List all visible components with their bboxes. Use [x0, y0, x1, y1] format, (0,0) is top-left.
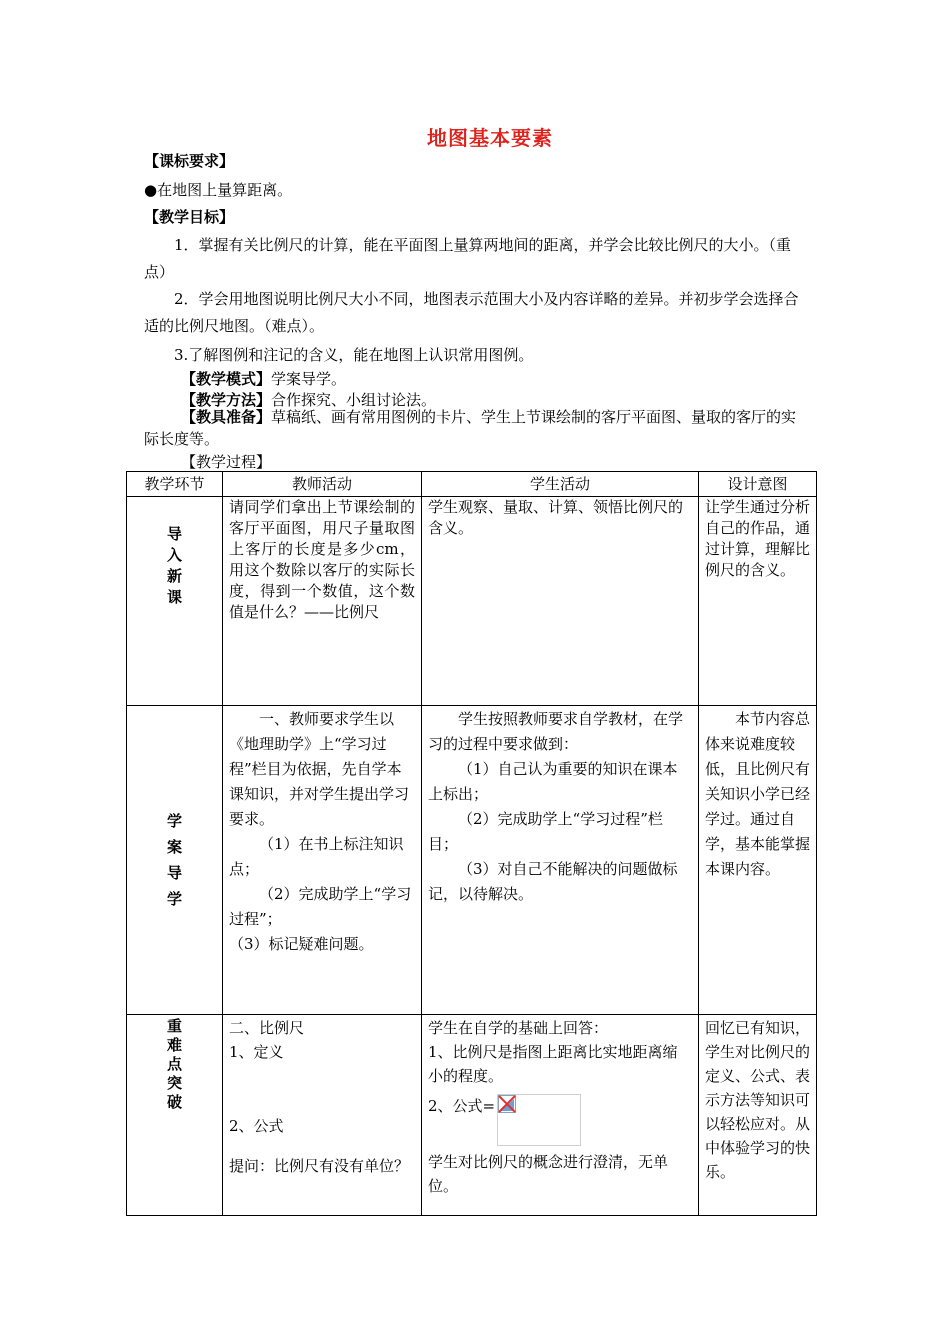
method-heading: 【教学方法】: [181, 391, 272, 409]
stage-char: 新: [166, 567, 182, 585]
stage-char: 课: [166, 588, 182, 606]
teaching-process-table: [126, 471, 817, 1216]
intent-breakthrough: 回忆已有知识，学生对比例尺的定义、公式、表示方法等知识可以轻松应对。从中体验学习的快乐。: [699, 1015, 817, 1216]
table-row: [127, 1015, 817, 1216]
student-para: 学生按照教师要求自学教材，在学习的过程中要求做到：: [428, 710, 684, 753]
stage-char: 难: [166, 1036, 182, 1054]
student-para: 1、比例尺是指图上距离比实地距离缩小的程度。: [428, 1043, 678, 1085]
student-activity-breakthrough: [422, 1015, 699, 1216]
teacher-para: （2）完成助学上“学习过程”；: [229, 885, 412, 928]
mode-heading: 【教学模式】: [181, 370, 272, 388]
stage-char: 导: [166, 864, 182, 882]
stage-char: 入: [166, 546, 182, 564]
header-stage: 教学环节: [127, 472, 223, 497]
standard-heading: 【课标要求】: [144, 152, 235, 170]
formula-image-placeholder: [497, 1094, 581, 1146]
table-row: [127, 706, 817, 1015]
teacher-para: （3）标记疑难问题。: [229, 935, 374, 953]
student-para: （1）自己认为重要的知识在课本上标出；: [428, 760, 678, 803]
goal-2: 2．学会用地图说明比例尺大小不同，地图表示范围大小及内容详略的差异。并初步学会选择合适的比例尺地图。（难点）。: [144, 290, 799, 335]
teacher-activity-intro: 请同学们拿出上节课绘制的客厅平面图，用尺子量取图上客厅的长度是多少cm，用这个数除以客厅的实际长度，得到一个数值，这个数值是什么？——比例尺: [223, 497, 422, 706]
teacher-para: 提问：比例尺有没有单位？: [229, 1157, 410, 1175]
student-para: 学生在自学的基础上回答：: [428, 1019, 609, 1037]
stage-self-study: [127, 706, 223, 1015]
broken-image-icon: [498, 1095, 516, 1113]
teacher-activity-breakthrough: [223, 1015, 422, 1216]
header-teacher: 教师活动: [223, 472, 422, 497]
goal-3: 3.了解图例和注记的含义，能在地图上认识常用图例。: [174, 346, 534, 364]
stage-char: 破: [166, 1093, 182, 1111]
student-para: 学生对比例尺的概念进行澄清，无单位。: [428, 1153, 669, 1195]
header-student: 学生活动: [422, 472, 699, 497]
standard-item: ●在地图上量算距离。: [144, 181, 293, 199]
tools-text: 草稿纸、画有常用图例的卡片、学生上节课绘制的客厅平面图、量取的客厅的实际长度等。: [144, 408, 797, 448]
page-title: 地图基本要素: [427, 126, 553, 150]
teacher-para: 一、教师要求学生以《地理助学》上“学习过程”栏目为依据，先自学本课知识，并对学生提出学习要求。: [229, 710, 410, 828]
stage-breakthrough: [127, 1015, 223, 1216]
student-activity-self-study: [422, 706, 699, 1015]
stage-char: 突: [166, 1074, 182, 1092]
mode-text: 学案导学。: [271, 370, 347, 388]
tools-line: [144, 406, 810, 450]
method-text: 合作探究、小组讨论法。: [271, 391, 437, 409]
table-header-row: [127, 472, 817, 497]
stage-char: 学: [166, 812, 182, 830]
student-para: （2）完成助学上“学习过程”栏目；: [428, 810, 663, 853]
process-heading: 【教学过程】: [181, 453, 272, 471]
stage-char: 案: [166, 838, 182, 856]
tools-heading: 【教具准备】: [181, 408, 272, 426]
header-intent: 设计意图: [699, 472, 817, 497]
goal-1: 1．掌握有关比例尺的计算，能在平面图上量算两地间的距离，并学会比较比例尺的大小。（重点）: [144, 236, 792, 281]
teacher-para: （1）在书上标注知识点；: [229, 835, 404, 878]
intent-self-study: 本节内容总体来说难度较低，且比例尺有关知识小学已经学过。通过自学，基本能掌握本课内容。: [699, 706, 817, 1015]
intent-intro: 让学生通过分析自己的作品，通过计算，理解比例尺的含义。: [699, 497, 817, 706]
teacher-para: 1、定义: [229, 1043, 284, 1061]
goals-heading: 【教学目标】: [144, 208, 235, 226]
stage-char: 点: [166, 1055, 182, 1073]
stage-intro: [127, 497, 223, 706]
teacher-activity-self-study: [223, 706, 422, 1015]
stage-char: 学: [166, 890, 182, 908]
stage-char: 导: [166, 525, 182, 543]
stage-char: 重: [166, 1017, 182, 1035]
student-activity-intro: 学生观察、量取、计算、领悟比例尺的含义。: [422, 497, 699, 706]
student-para: （3）对自己不能解决的问题做标记，以待解决。: [428, 860, 678, 903]
formula-line: [428, 1094, 692, 1150]
teacher-para: 2、公式: [229, 1117, 284, 1135]
table-row: [127, 497, 817, 706]
teacher-para: 二、比例尺: [229, 1019, 305, 1037]
formula-label: 2、公式=: [428, 1097, 496, 1115]
